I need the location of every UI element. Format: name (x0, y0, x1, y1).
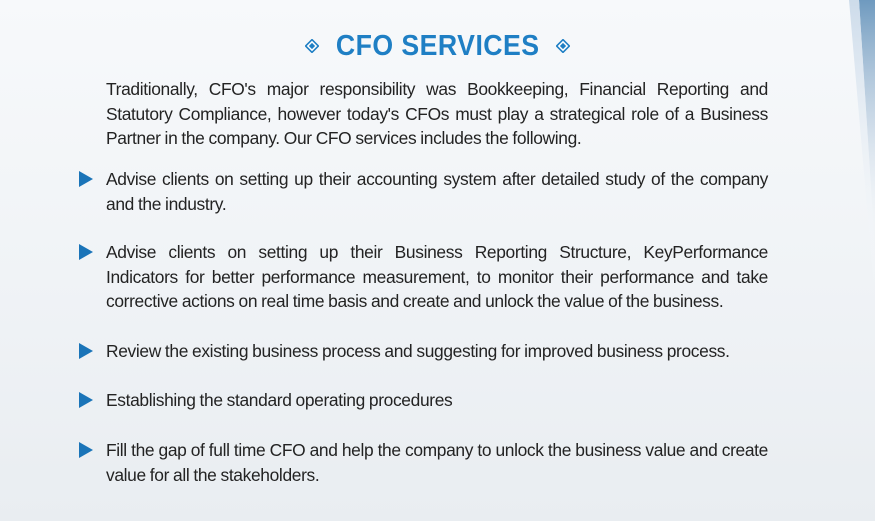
service-item-text: Advise clients on setting up their accounting system after detailed study of the company and the industry. (106, 169, 768, 214)
intro-paragraph: Traditionally, CFO's major responsibility was Bookkeeping, Financial Reporting and Statutory Compliance, however today's CFOs must play a strategical role of a Business Partner in the company. Our CFO services includes the following. (106, 79, 768, 148)
corner-decoration (815, 0, 875, 521)
service-item-text: Review the existing business process and suggesting for improved business process. (106, 341, 730, 361)
page-title: CFO SERVICES (335, 29, 540, 62)
service-item-text: Fill the gap of full time CFO and help the company to unlock the business value and create value for all the stakeholders. (106, 440, 768, 485)
triangle-right-icon (79, 244, 93, 260)
triangle-right-icon (79, 343, 93, 359)
diamond-icon (305, 39, 319, 53)
diamond-icon (556, 39, 570, 53)
title-row (0, 28, 875, 64)
service-item-text: Advise clients on setting up their Business Reporting Structure, KeyPerformance Indicators for better performance measurement, to monitor their performance and take corrective actions on real time basis and create and unlock the value of the business. (106, 242, 768, 311)
service-item-text: Establishing the standard operating procedures (106, 390, 453, 410)
triangle-right-icon (79, 392, 93, 408)
triangle-right-icon (79, 442, 93, 458)
triangle-right-icon (79, 171, 93, 187)
